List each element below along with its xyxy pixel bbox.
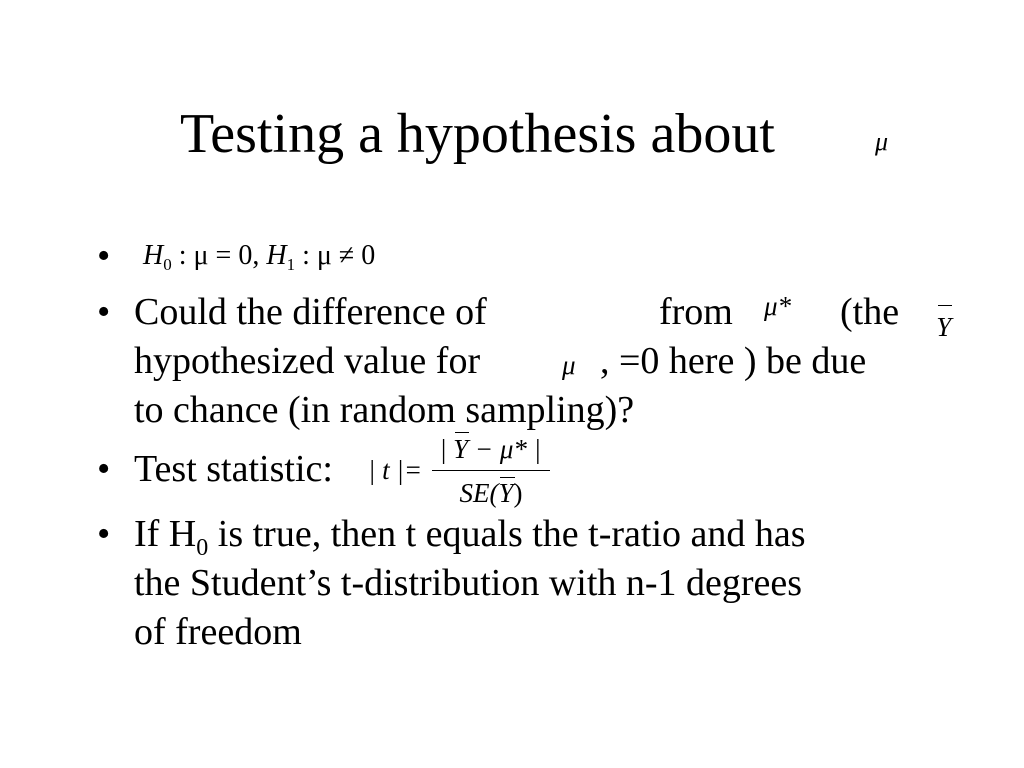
text-segment: hypothesized value for — [134, 340, 481, 382]
text-segment: Could the difference of — [134, 291, 487, 333]
h0-letter: H — [143, 240, 164, 271]
h1-condition: : μ ≠ 0 — [295, 240, 376, 271]
slide-title: Testing a hypothesis about — [180, 103, 775, 165]
fraction-denominator — [432, 475, 550, 511]
bullet-2-line-1 — [134, 288, 954, 342]
title-mu-symbol: μ — [875, 127, 889, 156]
fraction-bar — [432, 470, 550, 471]
se-label: SE( — [459, 478, 499, 508]
fraction-numerator — [432, 430, 550, 468]
y-bar-symbol: Y — [936, 303, 951, 352]
bullet-4-line-3: of freedom — [134, 611, 302, 653]
test-statistic-fraction — [432, 430, 550, 511]
bullet-marker: • — [97, 513, 111, 555]
h0-subscript: 0 — [163, 255, 172, 274]
text-segment: from — [659, 291, 733, 333]
text-segment: is true, then t equals the t-ratio and has — [208, 513, 806, 555]
bullet-4-line-2: the Student’s t-distribution with n-1 degrees — [134, 562, 803, 604]
text-segment: (the — [840, 291, 900, 333]
text-segment: , =0 here ) be due — [600, 340, 867, 382]
mu-symbol: μ — [562, 350, 576, 380]
hypothesis-formula — [143, 236, 375, 285]
bullet-marker: • — [97, 235, 111, 277]
h0-subscript: 0 — [196, 535, 209, 561]
bullet-2-text — [134, 288, 954, 435]
h1-subscript: 1 — [286, 255, 296, 274]
bullet-2-line-2 — [134, 337, 954, 386]
paren-close: ) — [513, 478, 523, 508]
text-segment: If H — [134, 513, 197, 555]
abs-t-symbol: | t |= — [368, 455, 423, 485]
bullet-4-line-1 — [134, 510, 954, 559]
abs-open: | — [440, 434, 454, 464]
bullet-2-line-3: to chance (in random sampling)? — [134, 389, 635, 431]
y-bar-symbol: Y — [453, 430, 468, 468]
bullet-marker: • — [97, 291, 111, 333]
test-statistic-label: Test statistic: — [134, 448, 333, 490]
h0-condition: : μ = 0, — [171, 240, 267, 271]
h1-letter: H — [266, 240, 287, 271]
bullet-marker: • — [97, 448, 111, 490]
mu-star-symbol: μ* — [764, 291, 792, 321]
y-bar-symbol: Y — [498, 475, 513, 511]
minus-mu-star: − μ* | — [468, 434, 542, 464]
bullet-4-text — [134, 510, 954, 657]
